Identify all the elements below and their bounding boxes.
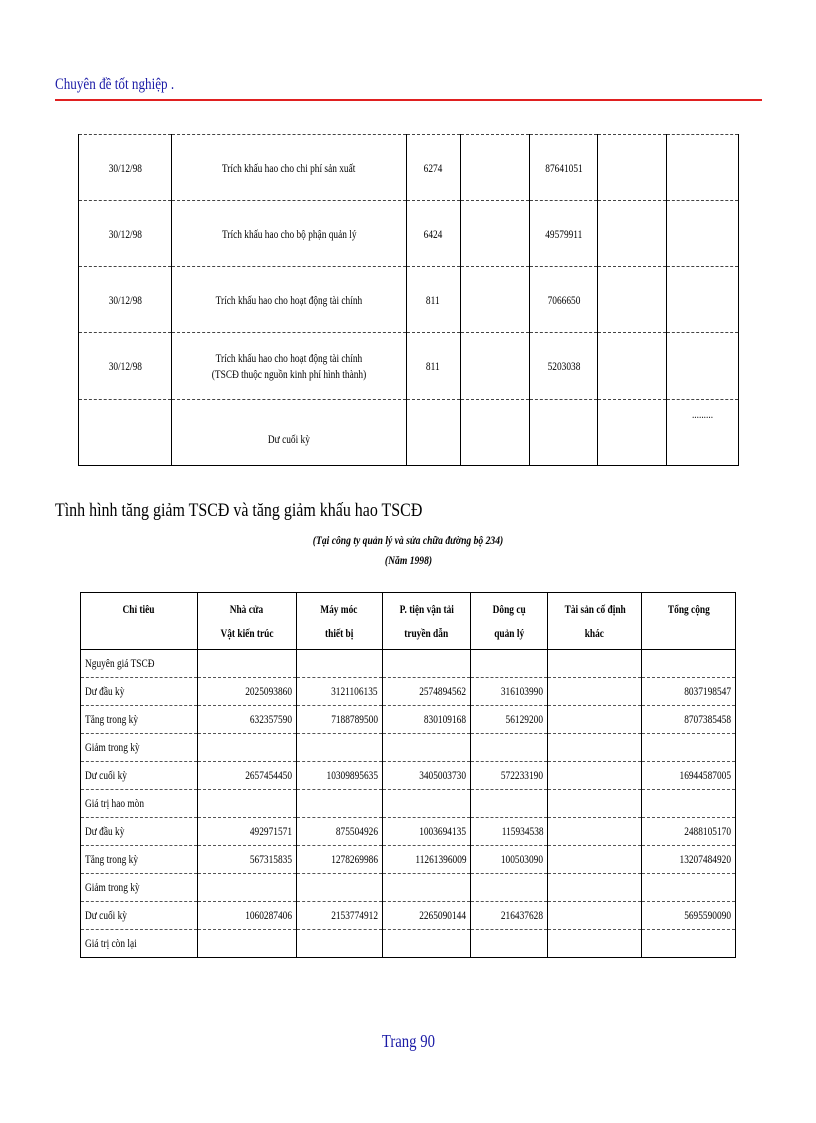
summary-cell (548, 790, 642, 818)
ledger-description: Trích khấu hao cho hoạt động tài chính (TSCĐ thuộc nguồn kinh phí hình thành) (171, 333, 406, 400)
summary-cell: 2265090144 (382, 902, 471, 930)
summary-cell: 3121106135 (296, 678, 382, 706)
summary-cell: 16944587005 (642, 762, 736, 790)
summary-row-label: Dư cuối kỳ (81, 902, 198, 930)
ledger-row (79, 333, 739, 400)
summary-cell (548, 902, 642, 930)
summary-row (81, 650, 736, 678)
ledger-description: Trích khấu hao cho chi phí sản xuất (171, 135, 406, 201)
ledger-account: 6274 (406, 135, 460, 201)
ledger-row (79, 267, 739, 333)
ledger-credit (530, 400, 598, 466)
summary-cell (197, 790, 296, 818)
summary-row (81, 762, 736, 790)
summary-cell (382, 734, 471, 762)
summary-cell: 56129200 (471, 706, 548, 734)
ledger-credit: 87641051 (530, 135, 598, 201)
summary-row-label: Giá trị hao mòn (81, 790, 198, 818)
summary-cell (548, 650, 642, 678)
summary-row-label: Tăng trong kỳ (81, 846, 198, 874)
summary-cell (642, 790, 736, 818)
summary-row (81, 874, 736, 902)
ledger-date: 30/12/98 (79, 201, 172, 267)
summary-cell: 100503090 (471, 846, 548, 874)
summary-cell (382, 650, 471, 678)
summary-column-header: Nhà cửa Vật kiến trúc (197, 593, 296, 650)
summary-row (81, 930, 736, 958)
summary-cell (642, 650, 736, 678)
summary-cell (296, 734, 382, 762)
summary-cell: 830109168 (382, 706, 471, 734)
summary-cell: 2488105170 (642, 818, 736, 846)
summary-table (80, 592, 736, 958)
summary-cell: 1060287406 (197, 902, 296, 930)
summary-cell: 3405003730 (382, 762, 471, 790)
ledger-description: Trích khấu hao cho bộ phận quản lý (171, 201, 406, 267)
ledger-description: Dư cuối kỳ (171, 400, 406, 466)
summary-cell: 1278269986 (296, 846, 382, 874)
ledger-col7 (667, 333, 739, 400)
summary-row (81, 902, 736, 930)
summary-cell (642, 874, 736, 902)
summary-cell (197, 930, 296, 958)
summary-cell: 316103990 (471, 678, 548, 706)
summary-cell: 8037198547 (642, 678, 736, 706)
ledger-account: 811 (406, 333, 460, 400)
ledger-col6 (598, 135, 667, 201)
summary-cell: 13207484920 (642, 846, 736, 874)
summary-cell (382, 930, 471, 958)
summary-cell (296, 930, 382, 958)
summary-cell: 2153774912 (296, 902, 382, 930)
ledger-credit: 7066650 (530, 267, 598, 333)
summary-cell (642, 734, 736, 762)
ledger-account: 811 (406, 267, 460, 333)
summary-row (81, 678, 736, 706)
header-divider (55, 99, 762, 101)
summary-cell (197, 650, 296, 678)
ledger-col7: ......... (667, 400, 739, 466)
summary-column-header: Chỉ tiêu (81, 593, 198, 650)
summary-cell (548, 930, 642, 958)
summary-row (81, 734, 736, 762)
summary-cell: 8707385458 (642, 706, 736, 734)
summary-cell: 572233190 (471, 762, 548, 790)
ledger-description: Trích khấu hao cho hoạt động tài chính (171, 267, 406, 333)
summary-cell: 2574894562 (382, 678, 471, 706)
summary-cell (548, 706, 642, 734)
summary-column-header: Tổng cộng (642, 593, 736, 650)
summary-cell: 1003694135 (382, 818, 471, 846)
ledger-row (79, 400, 739, 466)
summary-row (81, 706, 736, 734)
summary-cell: 567315835 (197, 846, 296, 874)
summary-cell (471, 734, 548, 762)
ledger-credit: 49579911 (530, 201, 598, 267)
ledger-col6 (598, 333, 667, 400)
ledger-col6 (598, 267, 667, 333)
summary-cell (296, 874, 382, 902)
summary-cell (197, 874, 296, 902)
summary-cell (471, 930, 548, 958)
ledger-debit (460, 333, 530, 400)
ledger-col6 (598, 201, 667, 267)
summary-row-label: Giảm trong kỳ (81, 874, 198, 902)
summary-cell: 10309895635 (296, 762, 382, 790)
summary-cell (548, 874, 642, 902)
summary-cell: 5695590090 (642, 902, 736, 930)
summary-cell (548, 678, 642, 706)
summary-cell: 11261396009 (382, 846, 471, 874)
ledger-date: 30/12/98 (79, 135, 172, 201)
ledger-date: 30/12/98 (79, 267, 172, 333)
ledger-row (79, 201, 739, 267)
ledger-account: 6424 (406, 201, 460, 267)
section-subtitle: (Tại công ty quản lý và sửa chữa đường bộ 234) (312, 533, 504, 547)
ledger-credit: 5203038 (530, 333, 598, 400)
summary-cell (548, 734, 642, 762)
summary-cell: 2657454450 (197, 762, 296, 790)
summary-column-header: Dông cụ quản lý (471, 593, 548, 650)
ledger-debit (460, 201, 530, 267)
ledger-debit (460, 267, 530, 333)
ledger-debit (460, 400, 530, 466)
summary-cell (382, 874, 471, 902)
summary-row (81, 818, 736, 846)
summary-column-header: Tài sản cố định khác (548, 593, 642, 650)
summary-cell (296, 650, 382, 678)
summary-row-label: Dư cuối kỳ (81, 762, 198, 790)
ledger-col7 (667, 135, 739, 201)
section-year: (Năm 1998) (384, 553, 432, 567)
summary-cell: 115934538 (471, 818, 548, 846)
summary-cell (471, 874, 548, 902)
ledger-row (79, 135, 739, 201)
summary-cell (471, 650, 548, 678)
summary-row (81, 790, 736, 818)
summary-cell: 216437628 (471, 902, 548, 930)
summary-row-label: Dư đầu kỳ (81, 818, 198, 846)
ledger-account (406, 400, 460, 466)
summary-column-header: Máy móc thiết bị (296, 593, 382, 650)
summary-row-label: Giá trị còn lại (81, 930, 198, 958)
summary-cell: 632357590 (197, 706, 296, 734)
summary-row-label: Dư đầu kỳ (81, 678, 198, 706)
summary-cell (471, 790, 548, 818)
summary-row (81, 846, 736, 874)
summary-cell (548, 846, 642, 874)
summary-cell (548, 762, 642, 790)
summary-cell (296, 790, 382, 818)
summary-cell: 875504926 (296, 818, 382, 846)
summary-cell: 2025093860 (197, 678, 296, 706)
summary-cell (382, 790, 471, 818)
ledger-col7 (667, 201, 739, 267)
summary-cell (642, 930, 736, 958)
summary-cell: 492971571 (197, 818, 296, 846)
summary-cell: 7188789500 (296, 706, 382, 734)
section-title: Tình hình tăng giảm TSCĐ và tăng giảm khấu hao TSCĐ (55, 500, 423, 521)
summary-column-header: P. tiện vận tải truyền dẫn (382, 593, 471, 650)
summary-row-label: Giảm trong kỳ (81, 734, 198, 762)
ledger-table (78, 134, 739, 466)
ledger-debit (460, 135, 530, 201)
ledger-date (79, 400, 172, 466)
ledger-date: 30/12/98 (79, 333, 172, 400)
summary-row-label: Tăng trong kỳ (81, 706, 198, 734)
summary-cell (197, 734, 296, 762)
summary-row-label: Nguyên giá TSCĐ (81, 650, 198, 678)
ledger-col7 (667, 267, 739, 333)
summary-cell (548, 818, 642, 846)
page-number: Trang 90 (381, 1031, 435, 1051)
ledger-col6 (598, 400, 667, 466)
document-header: Chuyên đề tốt nghiệp . (55, 76, 175, 93)
